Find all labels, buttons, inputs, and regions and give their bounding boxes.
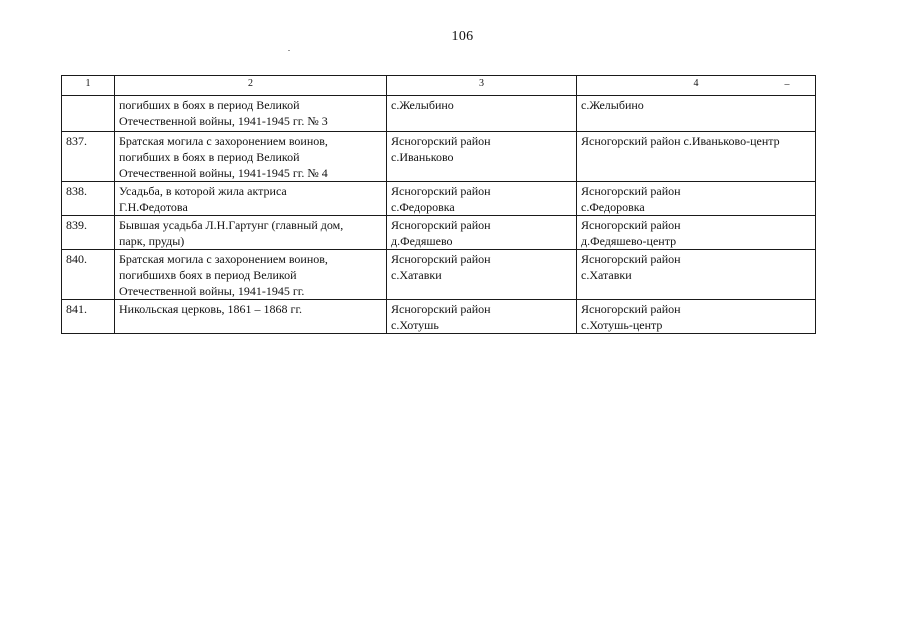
monument-address: Ясногорский район д.Федяшево-центр xyxy=(577,216,816,250)
monument-name: Бывшая усадьба Л.Н.Гартунг (главный дом, парк, пруды) xyxy=(115,216,387,250)
monument-address: с.Желыбино xyxy=(577,96,816,132)
monument-location: Ясногорский район с.Хатавки xyxy=(387,250,577,300)
monument-name: Братская могила с захоронением воинов, погибшихв боях в период Великой Отечественной войны, 1941-1945 гг. xyxy=(115,250,387,300)
monument-name: Усадьба, в которой жила актриса Г.Н.Федотова xyxy=(115,182,387,216)
header-col-3: 3 xyxy=(387,76,577,96)
page-number: 106 xyxy=(451,29,474,44)
monument-location: Ясногорский район с.Федоровка xyxy=(387,182,577,216)
monument-address: Ясногорский район с.Хотушь-центр xyxy=(577,300,816,334)
table-row xyxy=(62,132,816,182)
table-row xyxy=(62,182,816,216)
row-number: 839. xyxy=(62,216,115,250)
row-number: 837. xyxy=(62,132,115,182)
header-col-4: 4 – xyxy=(577,76,816,96)
row-number: 838. xyxy=(62,182,115,216)
monument-location: с.Желыбино xyxy=(387,96,577,132)
row-number: 841. xyxy=(62,300,115,334)
monument-location: Ясногорский район с.Хотушь xyxy=(387,300,577,334)
monument-name: погибших в боях в период Великой Отечественной войны, 1941-1945 гг. № 3 xyxy=(115,96,387,132)
table-header-row xyxy=(62,76,816,96)
monument-address: Ясногорский район с.Федоровка xyxy=(577,182,816,216)
table-row xyxy=(62,96,816,132)
monument-address: Ясногорский район с.Хатавки xyxy=(577,250,816,300)
table-row xyxy=(62,300,816,334)
table-row xyxy=(62,250,816,300)
monuments-table xyxy=(61,75,816,334)
row-number: 840. xyxy=(62,250,115,300)
header-col-1: 1 xyxy=(62,76,115,96)
monument-name: Братская могила с захоронением воинов, погибших в боях в период Великой Отечественной войны, 1941-1945 гг. № 4 xyxy=(115,132,387,182)
monument-name: Никольская церковь, 1861 – 1868 гг. xyxy=(115,300,387,334)
monument-location: Ясногорский район д.Федяшево xyxy=(387,216,577,250)
scan-speck xyxy=(288,50,290,51)
table-row xyxy=(62,216,816,250)
header-dash-mark: – xyxy=(784,78,790,90)
header-col-2: 2 xyxy=(115,76,387,96)
monument-location: Ясногорский район с.Иваньково xyxy=(387,132,577,182)
monument-address: Ясногорский район с.Иваньково-центр xyxy=(577,132,816,182)
row-number xyxy=(62,96,115,132)
